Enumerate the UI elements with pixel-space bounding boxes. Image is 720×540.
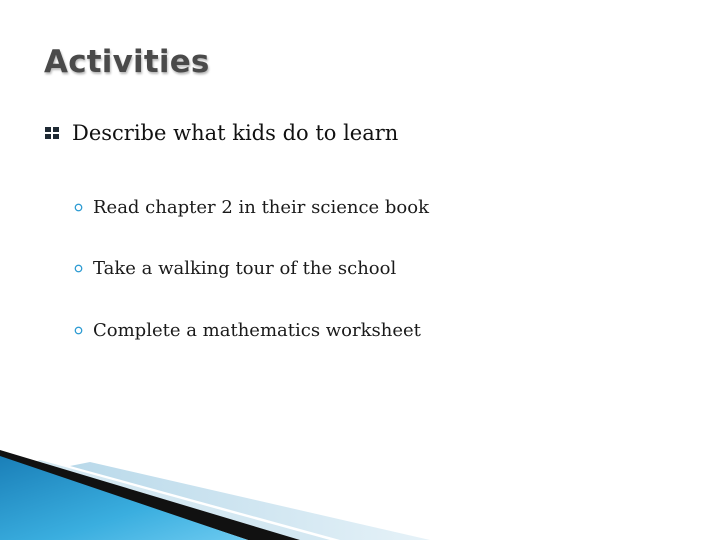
sub-bullet-3 xyxy=(74,320,421,341)
hollow-circle-icon xyxy=(74,203,83,212)
sub-bullet-text: Complete a mathematics worksheet xyxy=(93,320,421,341)
sub-bullet-text: Read chapter 2 in their science book xyxy=(93,197,430,218)
sub-bullet-2 xyxy=(74,258,396,279)
sub-bullet-1 xyxy=(74,197,429,218)
slide-title: Activities xyxy=(44,44,210,80)
main-bullet-text: Describe what kids do to learn xyxy=(72,121,399,145)
decorative-corner-swoosh xyxy=(0,440,720,540)
hollow-circle-icon xyxy=(74,264,83,273)
bullet-mark-icon xyxy=(44,125,60,141)
hollow-circle-icon xyxy=(74,326,83,335)
sub-bullet-text: Take a walking tour of the school xyxy=(93,258,397,279)
main-bullet xyxy=(44,121,398,145)
